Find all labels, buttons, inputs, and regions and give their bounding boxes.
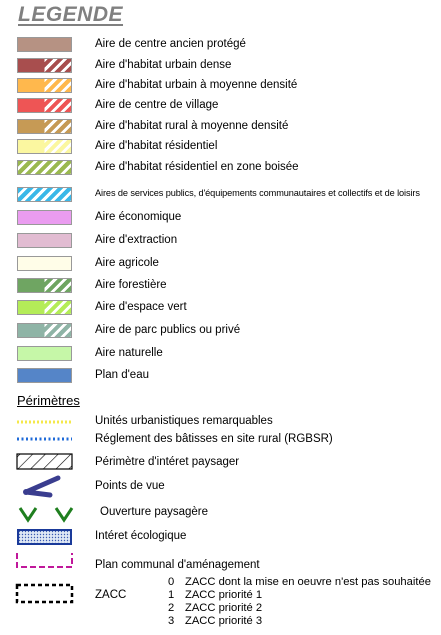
zacc-priority-3: 3 ZACC priorité 3 bbox=[168, 615, 263, 627]
legend-label-2: Aire d'habitat urbain à moyenne densité bbox=[95, 79, 298, 91]
legend-swatch-5 bbox=[17, 139, 72, 154]
zacc-priority-2: 2 ZACC priorité 2 bbox=[168, 602, 263, 614]
legend-swatch-15 bbox=[17, 368, 72, 383]
legend-label-8: Aire économique bbox=[95, 211, 182, 223]
legend-swatch-2 bbox=[17, 78, 72, 93]
legend-swatch-11 bbox=[17, 278, 72, 293]
opening-icon bbox=[20, 508, 72, 520]
legend-swatch-4 bbox=[17, 119, 72, 134]
legend-swatch-9 bbox=[17, 233, 72, 248]
legend-swatch-3 bbox=[17, 98, 72, 113]
legend-swatch-14 bbox=[17, 346, 72, 361]
legend-label-1: Aire d'habitat urbain dense bbox=[95, 59, 232, 71]
legend-swatch-7 bbox=[17, 187, 72, 202]
legend-label-6: Aire d'habitat résidentiel en zone boisée bbox=[95, 161, 299, 173]
hatched-box-icon bbox=[17, 454, 72, 469]
legend-label-10: Aire agricole bbox=[95, 257, 159, 269]
perimetre-label-7: ZACC bbox=[95, 589, 127, 601]
perimetre-label-1: Réglement des bâtisses en site rural (RGBSR) bbox=[95, 433, 333, 445]
ecology-box-icon bbox=[18, 530, 71, 544]
legend-label-15: Plan d'eau bbox=[95, 369, 149, 381]
zacc-priority-list bbox=[168, 576, 431, 628]
legend-label-7: Aires de services publics, d'équipements communautaires et collectifs et de loisirs bbox=[95, 188, 420, 198]
legend-label-12: Aire d'espace vert bbox=[95, 301, 187, 313]
legend-swatch-6 bbox=[17, 160, 72, 175]
perimetre-label-6: Plan communal d'aménagement bbox=[95, 559, 260, 571]
zacc-priority-1: 1 ZACC priorité 1 bbox=[168, 589, 263, 601]
legend-swatch-13 bbox=[17, 323, 72, 338]
perimetre-label-4: Ouverture paysagère bbox=[100, 506, 209, 518]
legend-label-13: Aire de parc publics ou privé bbox=[95, 324, 241, 336]
legend-swatch-12 bbox=[17, 300, 72, 315]
zacc-priority-0: 0 ZACC dont la mise en oeuvre n'est pas souhaitée bbox=[168, 576, 431, 588]
perimetre-label-2: Périmètre d'intéret paysager bbox=[95, 456, 240, 468]
legend-label-11: Aire forestière bbox=[95, 279, 167, 291]
viewpoint-icon bbox=[23, 478, 58, 495]
dashed-box-icon bbox=[17, 585, 72, 602]
legend-swatch-10 bbox=[17, 256, 72, 271]
perimetre-label-5: Intéret écologique bbox=[95, 530, 187, 542]
perimetre-label-0: Unités urbanistiques remarquables bbox=[95, 415, 273, 427]
legend-label-3: Aire de centre de village bbox=[95, 99, 219, 111]
legend-swatch-8 bbox=[17, 210, 72, 225]
legend-label-5: Aire d'habitat résidentiel bbox=[95, 140, 218, 152]
legend-label-4: Aire d'habitat rural à moyenne densité bbox=[95, 120, 289, 132]
perimetre-label-3: Points de vue bbox=[95, 480, 165, 492]
legend-swatch-1 bbox=[17, 58, 72, 73]
legend-title: LEGENDE bbox=[18, 3, 124, 26]
legend-label-0: Aire de centre ancien protégé bbox=[95, 38, 246, 50]
dashed-bracket-icon bbox=[17, 553, 72, 567]
legend-swatch-0 bbox=[17, 37, 72, 52]
legend-label-9: Aire d'extraction bbox=[95, 234, 178, 246]
legend-label-14: Aire naturelle bbox=[95, 347, 163, 359]
perimetres-heading: Périmètres bbox=[17, 393, 80, 408]
